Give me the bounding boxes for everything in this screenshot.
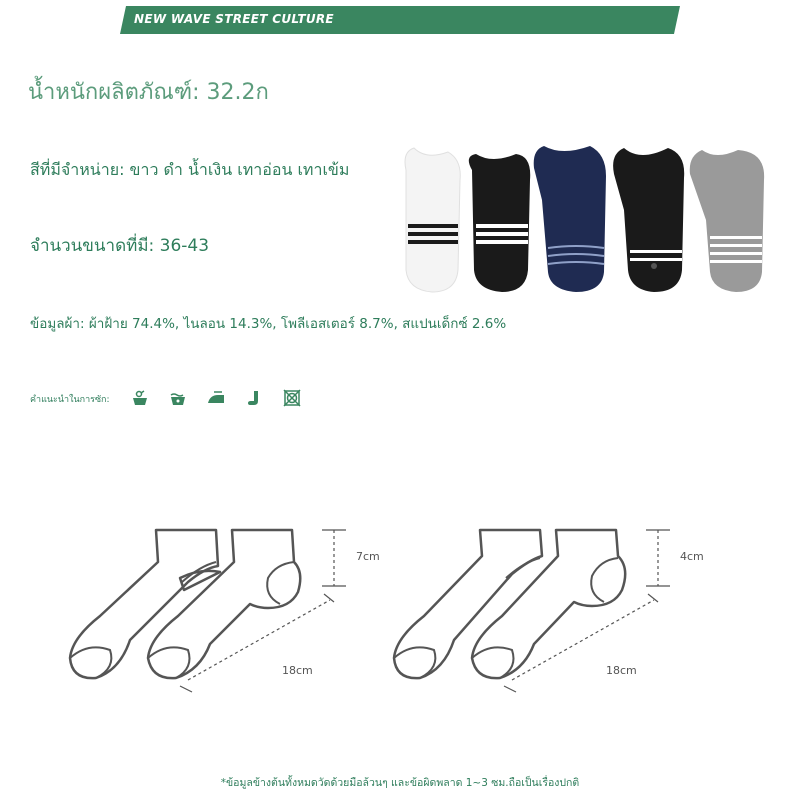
iron-icon <box>206 388 226 408</box>
no-tumble-dry-icon <box>282 388 302 408</box>
available-sizes: จำนวนขนาดที่มี: 36-43 <box>30 236 210 256</box>
sock-diagram-right <box>384 520 684 700</box>
sock-gray <box>690 150 764 292</box>
hand-wash-icon <box>130 388 150 408</box>
cuff-height-right: 4cm <box>680 550 704 563</box>
sock-length-right: 18cm <box>606 664 637 677</box>
fabric-info: ข้อมูลผ้า: ผ้าฝ้าย 74.4%, ไนลอน 14.3%, โพลีเอสเตอร์ 8.7%, สแปนเด็กซ์ 2.6% <box>30 316 507 332</box>
product-socks-photo <box>392 140 782 300</box>
wash-instructions-icons <box>130 388 302 408</box>
header-banner <box>120 6 680 34</box>
machine-wash-icon <box>168 388 188 408</box>
available-colors: สีที่มีจำหน่าย: ขาว ดำ น้ำเงิน เทาอ่อน เทาเข้ม <box>30 160 350 179</box>
sock-diagram-left <box>60 520 360 700</box>
sock-black <box>469 154 530 292</box>
wash-instructions-label: คำแนะนำในการซัก: <box>30 395 110 405</box>
sock-dry-icon <box>244 388 264 408</box>
sock-length-left: 18cm <box>282 664 313 677</box>
measurement-footnote: *ข้อมูลข้างต้นทั้งหมดวัดด้วยมือล้วนๆ และข้อผิดพลาด 1~3 ซม.ถือเป็นเรื่องปกติ <box>220 777 580 789</box>
banner-title: NEW WAVE STREET CULTURE <box>134 12 334 26</box>
cuff-height-left: 7cm <box>356 550 380 563</box>
sock-white <box>405 148 460 292</box>
product-weight: น้ำหนักผลิตภัณฑ์: 32.2ก <box>28 80 269 105</box>
sock-black-2 <box>613 148 684 292</box>
sock-navy <box>534 146 606 292</box>
